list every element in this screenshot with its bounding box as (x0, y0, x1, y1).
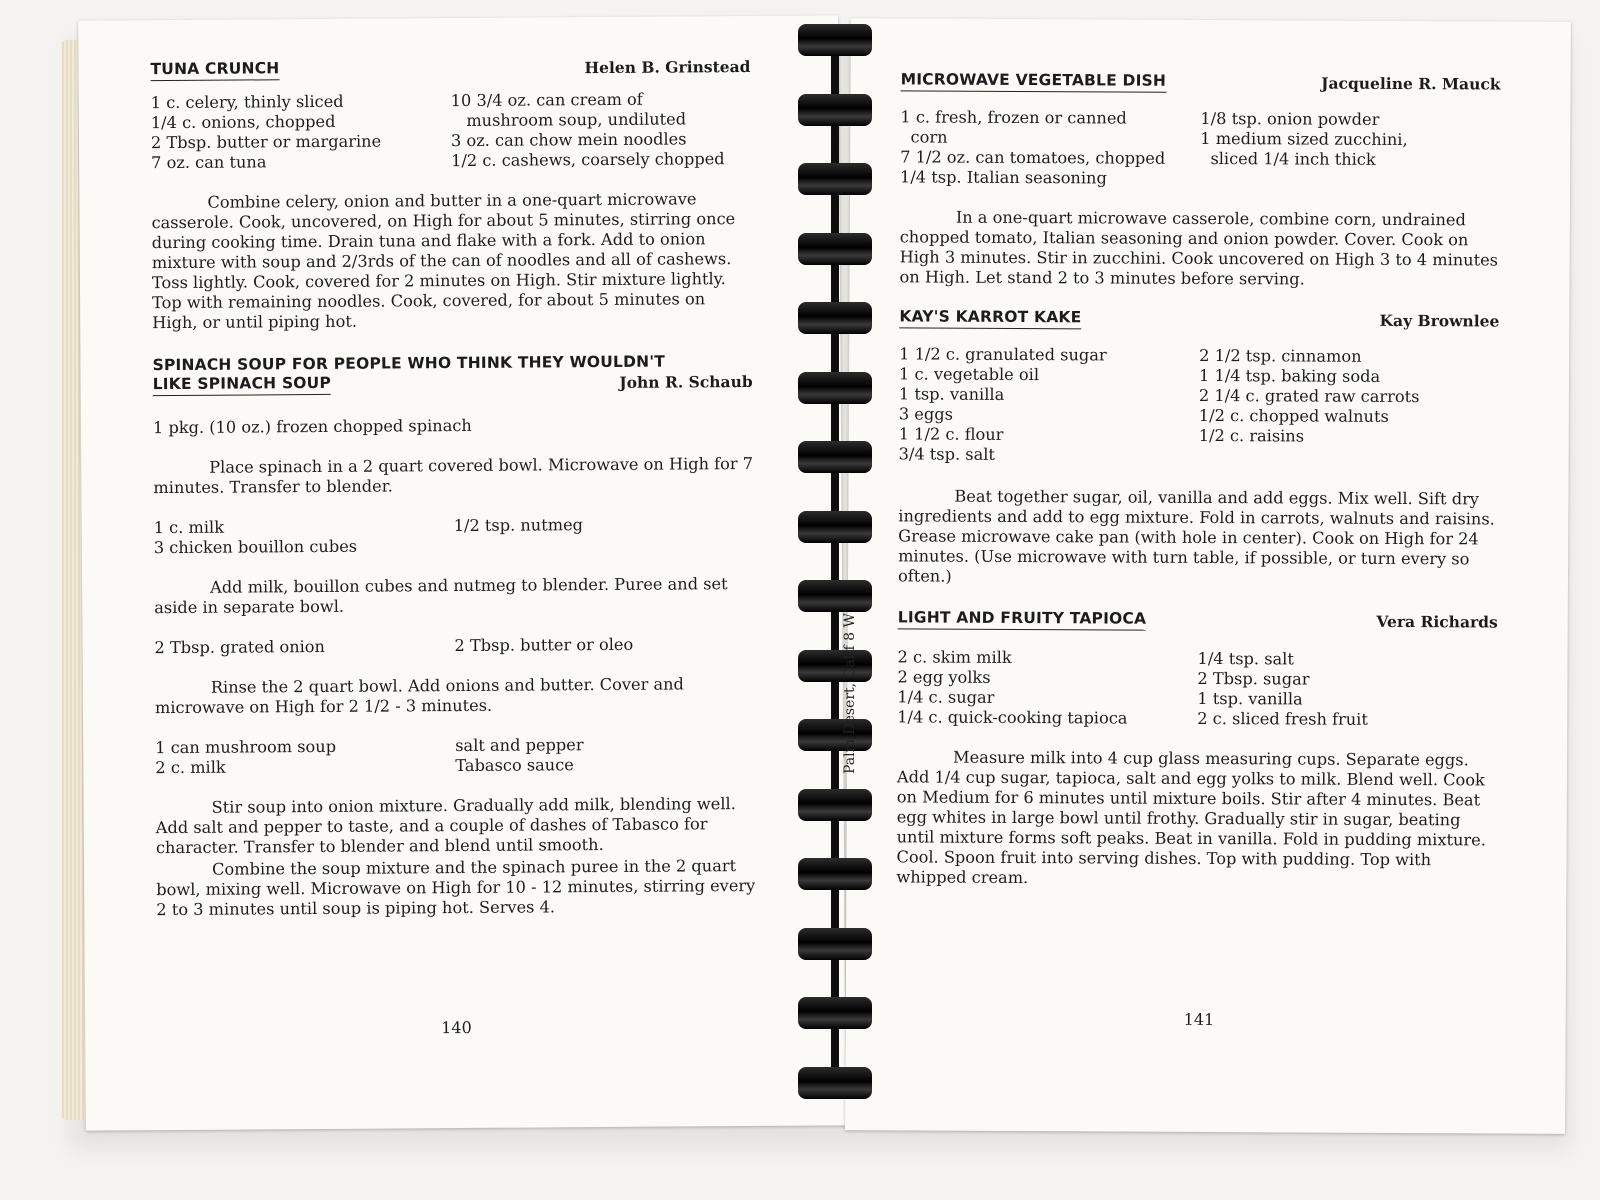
page-number: 141 (1183, 1009, 1215, 1030)
ingredients-col-1 (897, 647, 1197, 729)
ingredients-col-2 (455, 734, 755, 776)
ingredient-line: 10 3/4 oz. can cream of (450, 89, 643, 111)
right-page (845, 18, 1571, 1134)
recipe-author: Jacqueline R. Mauck (1321, 73, 1501, 94)
ingredient-line: 2 Tbsp. butter or margarine (150, 131, 382, 153)
ingredients (154, 634, 754, 658)
ingredient-line: 2 c. sliced fresh fruit (1197, 708, 1368, 729)
binding-coil (798, 441, 872, 473)
ingredient-line: 2 egg yolks (897, 667, 991, 687)
ingredient-line: 3 oz. can chow mein noodles (450, 129, 687, 151)
ingredient-line: 2 Tbsp. sugar (1197, 668, 1310, 689)
ingredients (155, 734, 755, 778)
binding-coil (798, 372, 872, 404)
ingredient-line: 2 Tbsp. grated onion (154, 636, 326, 658)
ingredients-col-1 (155, 736, 455, 778)
recipe-author: Vera Richards (1376, 611, 1498, 632)
ingredient-line: 1/4 tsp. salt (1197, 648, 1294, 669)
ingredient-line: 2 1/4 c. grated raw carrots (1198, 385, 1420, 407)
page-number: 140 (441, 1017, 472, 1038)
recipe-header (901, 70, 1501, 94)
recipe-directions: Combine celery, onion and butter in a one-quart microwave casserole. Cook, uncovered, on High for about 5 minutes, stirring once during cooking time. Drain tuna and flake with a fork. Add to onion mixture with soup and 2/3rds of the can of noodles and all of cashews. Toss lightly. Cook, covered for 2 minutes on High. Stir mixture lightly. Top with remaining noodles. Cook, covered, for about 5 minutes on High, or until piping hot. (151, 189, 736, 333)
ingredients (897, 647, 1497, 730)
ingredient-line: 1/4 c. quick-cooking tapioca (897, 707, 1128, 728)
ingredient-line: corn (900, 127, 948, 147)
ingredient-line: 3 chicken bouillon cubes (153, 536, 358, 558)
recipe-step: Stir soup into onion mixture. Gradually add milk, blending well. Add salt and pepper to taste, and a couple of dashes of Tabasco for character. Transfer to blender and blend until smooth. (155, 794, 736, 858)
left-page (78, 15, 846, 1130)
recipe-header (898, 608, 1498, 632)
ingredient-line: 7 oz. can tuna (151, 152, 267, 173)
binding-coil (798, 302, 872, 334)
ingredient-line: 1 medium sized zucchini, (1200, 128, 1408, 150)
recipe-title-line-1: SPINACH SOUP FOR PEOPLE WHO THINK THEY WOULDN'T (152, 352, 666, 375)
ingredient-line: 1 1/2 c. flour (898, 424, 1004, 444)
binding-coil (798, 163, 872, 195)
binding-coil (798, 580, 872, 612)
ingredient-line: sliced 1/4 inch thick (1200, 148, 1376, 169)
ingredient-line: 1 1/4 tsp. baking soda (1199, 365, 1381, 386)
recipe-author: Helen B. Grinstead (584, 56, 751, 78)
ingredients (900, 107, 1500, 190)
binding-coil (798, 1067, 872, 1099)
binding-coil (798, 650, 872, 682)
ingredient-line: 1 tsp. vanilla (1197, 688, 1303, 709)
recipe-author: John R. Schaub (619, 371, 753, 392)
binding-coil (798, 858, 872, 890)
ingredients-col-2 (1199, 346, 1500, 468)
ingredient-line: Tabasco sauce (455, 755, 574, 776)
ingredient-line: 1/2 c. chopped walnuts (1198, 405, 1389, 426)
ingredients-col-1 (899, 344, 1200, 466)
binding-coil (798, 719, 872, 751)
ingredient-line: 1 c. milk (153, 517, 225, 538)
ingredient-line: 2 1/2 tsp. cinnamon (1199, 345, 1362, 366)
ingredient-line: 1 c. celery, thinly sliced (150, 91, 344, 113)
ingredient-line: 1 c. vegetable oil (899, 364, 1040, 385)
spiral-binding (798, 14, 878, 1124)
right-page-content (896, 70, 1500, 890)
ingredient-line: 1/4 c. onions, chopped (150, 111, 336, 133)
recipe-header (150, 56, 750, 81)
ingredient-line: 1/4 c. sugar (897, 687, 995, 707)
recipe-step: Place spinach in a 2 quart covered bowl. Microwave on High for 7 minutes. Transfer to blender. (153, 453, 754, 498)
ingredient-line: 1/2 tsp. nutmeg (453, 515, 584, 536)
recipe-title: KAY'S KARROT KAKE (899, 307, 1081, 329)
ingredients-col-1 (154, 636, 454, 658)
ingredients-col-2 (1197, 649, 1497, 731)
ingredient-line: mushroom soup, undiluted (450, 109, 687, 131)
ingredient-line: 1 tsp. vanilla (898, 384, 1005, 404)
binding-coil (798, 997, 872, 1029)
binding-coil (798, 24, 872, 56)
left-page-content (150, 56, 756, 920)
ingredient-line: 1/4 tsp. Italian seasoning (900, 167, 1107, 188)
recipe-title: LIGHT AND FRUITY TAPIOCA (898, 608, 1147, 630)
recipe-title: MICROWAVE VEGETABLE DISH (901, 70, 1167, 92)
ingredients-col-2 (454, 634, 754, 656)
ingredient-line: salt and pepper (455, 735, 584, 756)
binding-coil (798, 511, 872, 543)
ingredient-line: 2 Tbsp. butter or oleo (454, 634, 634, 656)
ingredients-col-1 (900, 107, 1200, 189)
ingredient-line: 2 c. milk (155, 757, 226, 778)
ingredients-col-2 (1200, 109, 1500, 191)
ingredients (151, 89, 752, 173)
recipe-directions: Beat together sugar, oil, vanilla and add eggs. Mix well. Sift dry ingredients and add to egg mixture. Fold in carrots, walnuts and raisins. Grease microwave cake pan (with hole in center). Cook on High for 24 minutes. (Use microwave with turn table, if possible, or turn every so often.) (897, 486, 1495, 586)
ingredient-line: 3/4 tsp. salt (898, 444, 995, 464)
ingredient-line: 1/2 c. cashews, coarsely chopped (451, 149, 725, 171)
binding-coil (798, 928, 872, 960)
recipe-step: Add milk, bouillon cubes and nutmeg to blender. Puree and set aside in separate bowl. (154, 574, 728, 618)
ingredients-col-1 (154, 516, 454, 558)
ingredient-line: 1 c. fresh, frozen or canned (900, 107, 1127, 128)
ingredient-line: 1/8 tsp. onion powder (1200, 108, 1380, 129)
ingredient-line: 1 1/2 c. granulated sugar (899, 344, 1107, 365)
recipe-step: Combine the soup mixture and the spinach puree in the 2 quart bowl, mixing well. Microwave on High for 10 - 12 minutes, stirring every 2 to 3 minutes until soup is piping hot. Serves 4. (156, 856, 756, 920)
ingredients-col-2 (451, 89, 752, 171)
recipe-header (152, 351, 752, 396)
ingredients (899, 344, 1500, 467)
binding-coil (798, 94, 872, 126)
binding-coil (798, 789, 872, 821)
recipe-step: Rinse the 2 quart bowl. Add onions and butter. Cover and microwave on High for 2 1/2 - 3 minutes. (154, 674, 684, 718)
recipe-directions: Measure milk into 4 cup glass measuring cups. Separate eggs. Add 1/4 cup sugar, tapioca, salt and egg yolks to milk. Blend well. Cook on Medium for 6 minutes until mixture boils. Stir after 4 minutes. Beat egg whites in large bowl until frothy. Gradually stir in sugar, beating until mixture forms soft peaks. Beat in vanilla. Fold in pudding mixture. Cool. Spoon fruit into serving dishes. Top with pudding. Top with whipped cream. (896, 747, 1486, 888)
ingredient-line: 3 eggs (898, 404, 953, 424)
ingredient-line: 2 c. skim milk (897, 647, 1012, 667)
ingredient-line: 1 pkg. (10 oz.) frozen chopped spinach (152, 415, 472, 438)
recipe-header (899, 307, 1499, 331)
spine-imprint-text: Palm Desert, Calif 8 W (842, 613, 858, 774)
ingredient-line: 1 can mushroom soup (155, 736, 337, 758)
ingredients (154, 514, 754, 558)
ingredients-col-2 (454, 514, 754, 556)
ingredient-line: 1/2 c. raisins (1198, 425, 1305, 446)
recipe-title: TUNA CRUNCH (150, 59, 279, 81)
ingredient-line: 7 1/2 oz. can tomatoes, chopped (900, 147, 1166, 168)
recipe-title-line-2: LIKE SPINACH SOUP (153, 374, 331, 396)
recipe-directions: In a one-quart microwave casserole, combine corn, undrained chopped tomato, Italian seasoning and onion powder. Cover. Cook on High 3 minutes. Stir in zucchini. Cook uncovered on High 3 to 4 minutes on High. Let stand 2 to 3 minutes before serving. (899, 207, 1499, 289)
ingredients-col-1 (151, 91, 452, 173)
binding-coil (798, 233, 872, 265)
recipe-author: Kay Brownlee (1379, 310, 1500, 331)
